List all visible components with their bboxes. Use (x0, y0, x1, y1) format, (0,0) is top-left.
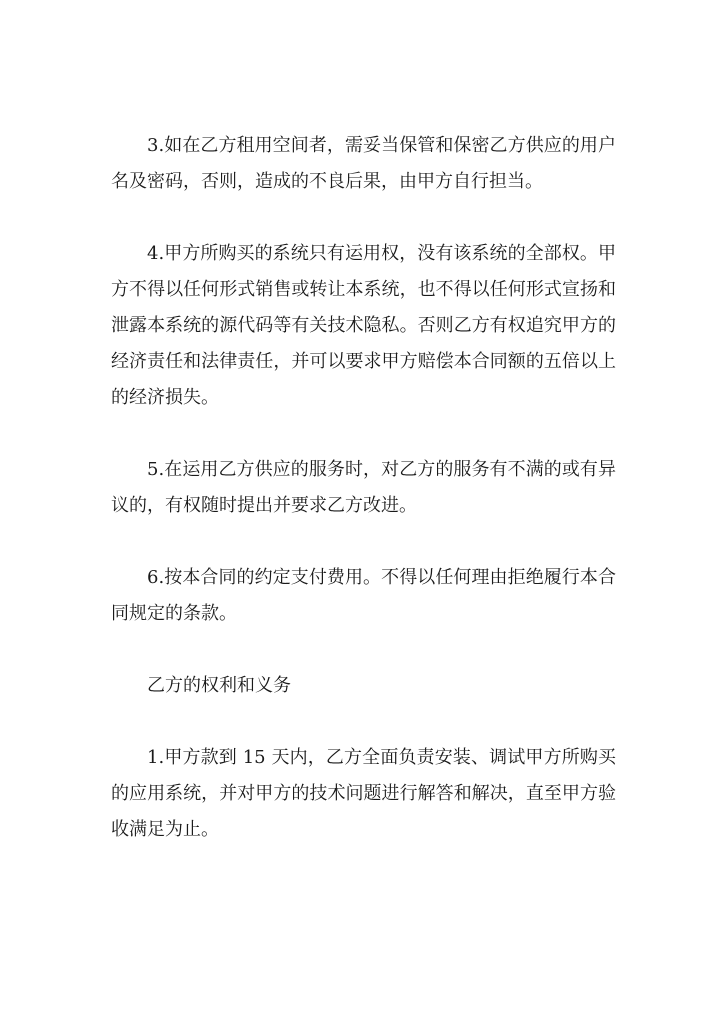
document-body (111, 128, 616, 848)
clause-3-paragraph: 3.如在乙方租用空间者，需妥当保管和保密乙方供应的用户名及密码，否则，造成的不良后果，由甲方自行担当。 (111, 135, 616, 192)
clause-6-paragraph: 6.按本合同的约定支付费用。不得以任何理由拒绝履行本合同规定的条款。 (111, 567, 616, 624)
clause-5-paragraph: 5.在运用乙方供应的服务时，对乙方的服务有不满的或有异议的，有权随时提出并要求乙方改进。 (111, 459, 616, 516)
party-b-clause-1-paragraph: 1.甲方款到 15 天内，乙方全面负责安装、调试甲方所购买的应用系统，并对甲方的技术问题进行解答和解决，直至甲方验收满足为止。 (111, 747, 616, 840)
clause-4-paragraph: 4.甲方所购买的系统只有运用权，没有该系统的全部权。甲方不得以任何形式销售或转让本系统，也不得以任何形式宣扬和泄露本系统的源代码等有关技术隐私。否则乙方有权追究甲方的经济责任和法律责任，并可以要求甲方赔偿本合同额的五倍以上的经济损失。 (111, 243, 616, 408)
section-heading: 乙方的权利和义务 (147, 675, 291, 696)
